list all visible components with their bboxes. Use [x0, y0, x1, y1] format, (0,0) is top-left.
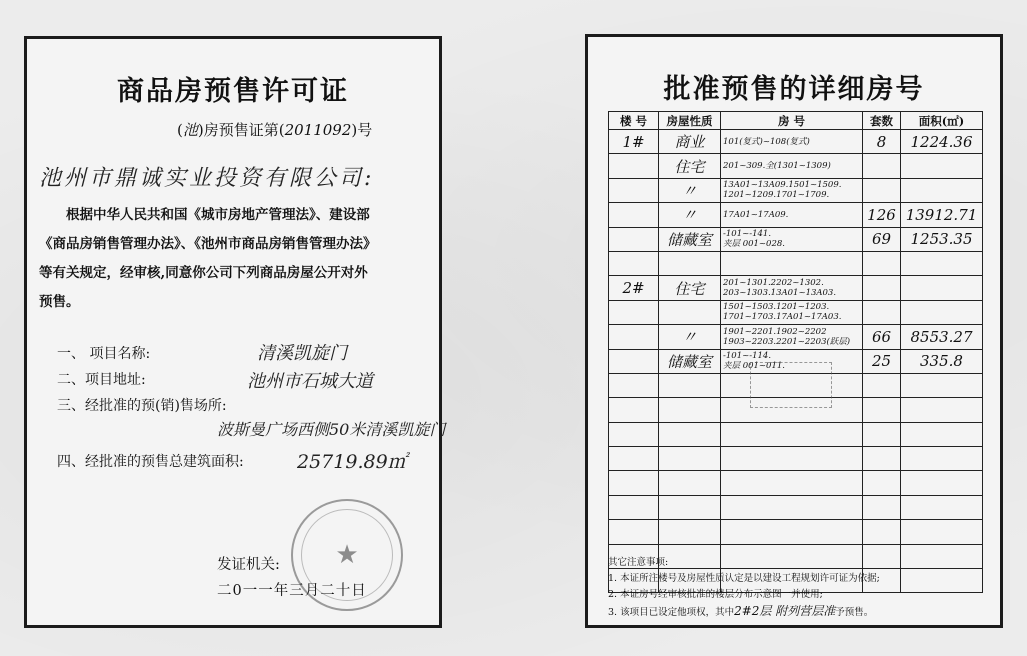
cell-building — [609, 227, 659, 251]
certificate-number — [177, 119, 372, 140]
cell-property-type: 〃 — [659, 203, 721, 227]
cell-unit-count: 126 — [863, 203, 901, 227]
company-name-handwritten: 池州市鼎诚实业投资有限公司: — [39, 166, 375, 191]
table-row — [609, 447, 983, 471]
issue-date: 二0一一年三月二十日 — [217, 583, 367, 599]
notes — [608, 555, 988, 621]
faint-stamp — [750, 362, 832, 408]
item-value-handwritten: 25719.89㎡ — [297, 451, 407, 473]
certificate-title: 商品房预售许可证 — [117, 76, 349, 107]
cell-unit-numbers: 13A01~13A09.1501~1509. 1201~1209.1701~1709. — [721, 178, 863, 202]
cell-building — [609, 495, 659, 519]
number-middle: )房预售证第( — [197, 121, 285, 139]
cell-unit-count: 25 — [863, 349, 901, 373]
table-row — [609, 520, 983, 544]
table-row — [609, 154, 983, 178]
cell-property-type: 储藏室 — [659, 349, 721, 373]
body-line: 等有关规定，经审核,同意你公司下列商品房屋公开对外 — [39, 265, 368, 281]
body-line: 《商品房销售管理办法》、《池州市商品房销售管理办法》 — [39, 236, 377, 252]
header-unit-numbers: 房 号 — [721, 112, 863, 130]
note-text: 3. 该项目已设定他项权，其中 — [608, 607, 735, 618]
issuing-authority: 发证机关: — [217, 557, 280, 573]
note-line — [608, 603, 988, 621]
item-project-name — [57, 343, 347, 364]
table-row — [609, 276, 983, 300]
cell-area — [901, 276, 983, 300]
table-row — [609, 471, 983, 495]
table-row — [609, 422, 983, 446]
cell-unit-numbers — [721, 422, 863, 446]
cell-unit-count: 69 — [863, 227, 901, 251]
cell-unit-numbers: 201~309.全(1301~1309) — [721, 154, 863, 178]
item-total-area — [57, 451, 407, 473]
cell-unit-numbers: -101~-141. 夹层 001~028. — [721, 227, 863, 251]
table-row — [609, 178, 983, 202]
cell-unit-count — [863, 373, 901, 397]
header-unit-count: 套数 — [863, 112, 901, 130]
cell-unit-numbers: 1501~1503.1201~1203. 1701~1703.17A01~17A03. — [721, 300, 863, 324]
certificate-body — [39, 201, 435, 317]
cell-building — [609, 251, 659, 275]
note-text: 予预售。 — [835, 607, 874, 618]
item-value-handwritten: 清溪凯旋门 — [257, 343, 347, 364]
cell-building — [609, 447, 659, 471]
cell-area — [901, 495, 983, 519]
item-label: 二、项目地址: — [57, 372, 146, 388]
cell-unit-count — [863, 398, 901, 422]
cell-unit-numbers: 101(复式)~108(复式) — [721, 130, 863, 154]
seal-star-icon: ★ — [335, 540, 359, 570]
cell-unit-count — [863, 178, 901, 202]
cell-area — [901, 154, 983, 178]
number-handwritten-region: 池 — [182, 121, 198, 139]
cell-area: 1224.36 — [901, 130, 983, 154]
item-value-handwritten: 波斯曼广场西侧50米清溪凯旋门 — [217, 420, 446, 439]
cell-unit-count — [863, 471, 901, 495]
item-value-handwritten: 池州市石城大道 — [247, 371, 373, 392]
cell-area — [901, 251, 983, 275]
item-label: 三、经批准的预(销)售场所: — [57, 398, 227, 414]
cell-building — [609, 422, 659, 446]
cell-unit-count — [863, 422, 901, 446]
note-line: 2. 本证房号经审核批准的楼层分布示意图一并使用; — [608, 589, 823, 600]
header-property-type: 房屋性质 — [659, 112, 721, 130]
number-prefix: ( — [177, 121, 183, 139]
cell-building — [609, 520, 659, 544]
cell-building — [609, 349, 659, 373]
detail-title: 批准预售的详细房号 — [663, 74, 925, 105]
cell-unit-count — [863, 154, 901, 178]
body-line: 根据中华人民共和国《城市房地产管理法》、建设部 — [66, 207, 370, 223]
cell-area — [901, 471, 983, 495]
cell-unit-numbers — [721, 471, 863, 495]
cell-unit-numbers — [721, 520, 863, 544]
cell-unit-count — [863, 276, 901, 300]
table-row — [609, 251, 983, 275]
cell-building — [609, 325, 659, 349]
cell-building: 1# — [609, 130, 659, 154]
cell-area — [901, 178, 983, 202]
table-row — [609, 495, 983, 519]
cell-property-type — [659, 422, 721, 446]
cell-unit-numbers: -101~-114. 夹层 001~011. — [721, 349, 863, 373]
table-row — [609, 227, 983, 251]
cell-property-type: 住宅 — [659, 276, 721, 300]
cell-property-type — [659, 373, 721, 397]
cell-unit-count — [863, 520, 901, 544]
cell-area: 1253.35 — [901, 227, 983, 251]
approved-units-detail-page — [585, 34, 1003, 628]
cell-building — [609, 398, 659, 422]
table-row — [609, 203, 983, 227]
item-label: 四、经批准的预售总建筑面积: — [57, 454, 244, 470]
cell-unit-count — [863, 495, 901, 519]
cell-property-type — [659, 447, 721, 471]
cell-unit-numbers: 201~1301.2202~1302. 203~1303.13A01~13A03. — [721, 276, 863, 300]
cell-property-type — [659, 520, 721, 544]
notes-title: 其它注意事项: — [608, 557, 669, 568]
cell-building — [609, 373, 659, 397]
header-area: 面积(㎡) — [901, 112, 983, 130]
cell-area — [901, 373, 983, 397]
note-handwritten: 2#2层 附列营层准 — [734, 604, 836, 618]
cell-unit-count — [863, 251, 901, 275]
cell-unit-count — [863, 447, 901, 471]
cell-area — [901, 398, 983, 422]
cell-unit-count: 66 — [863, 325, 901, 349]
cell-building — [609, 178, 659, 202]
note-line: 1. 本证所注楼号及房屋性质认定是以建设工程规划许可证为依据; — [608, 573, 880, 584]
cell-unit-count: 8 — [863, 130, 901, 154]
cell-area — [901, 520, 983, 544]
table-row — [609, 300, 983, 324]
cell-property-type: 住宅 — [659, 154, 721, 178]
cell-unit-numbers — [721, 495, 863, 519]
table-row — [609, 325, 983, 349]
cell-property-type — [659, 495, 721, 519]
units-table — [608, 111, 983, 593]
cell-area — [901, 422, 983, 446]
cell-building — [609, 471, 659, 495]
cell-property-type — [659, 471, 721, 495]
cell-unit-count — [863, 300, 901, 324]
cell-unit-numbers: 1901~2201.1902~2202 1903~2203.2201~2203(跃层) — [721, 325, 863, 349]
cell-building: 2# — [609, 276, 659, 300]
item-sales-site — [57, 395, 227, 415]
cell-property-type: 〃 — [659, 325, 721, 349]
table-header-row — [609, 112, 983, 130]
number-handwritten-serial: 2011092 — [284, 121, 352, 139]
cell-building — [609, 300, 659, 324]
item-label: 一、 项目名称: — [57, 346, 151, 362]
header-building: 楼 号 — [609, 112, 659, 130]
cell-property-type — [659, 300, 721, 324]
cell-unit-numbers — [721, 447, 863, 471]
cell-building — [609, 154, 659, 178]
cell-property-type — [659, 398, 721, 422]
number-suffix: )号 — [351, 121, 373, 139]
cell-area: 13912.71 — [901, 203, 983, 227]
cell-area — [901, 300, 983, 324]
cell-unit-numbers: 17A01~17A09. — [721, 203, 863, 227]
cell-building — [609, 203, 659, 227]
cell-property-type: 商业 — [659, 130, 721, 154]
item-project-address — [57, 369, 373, 392]
cell-area: 335.8 — [901, 349, 983, 373]
body-line: 预售。 — [39, 294, 80, 310]
cell-unit-numbers — [721, 251, 863, 275]
cell-area — [901, 447, 983, 471]
cell-property-type: 储藏室 — [659, 227, 721, 251]
cell-property-type — [659, 251, 721, 275]
cell-property-type: 〃 — [659, 178, 721, 202]
cell-area: 8553.27 — [901, 325, 983, 349]
presale-permit-certificate — [24, 36, 446, 628]
table-row — [609, 130, 983, 154]
